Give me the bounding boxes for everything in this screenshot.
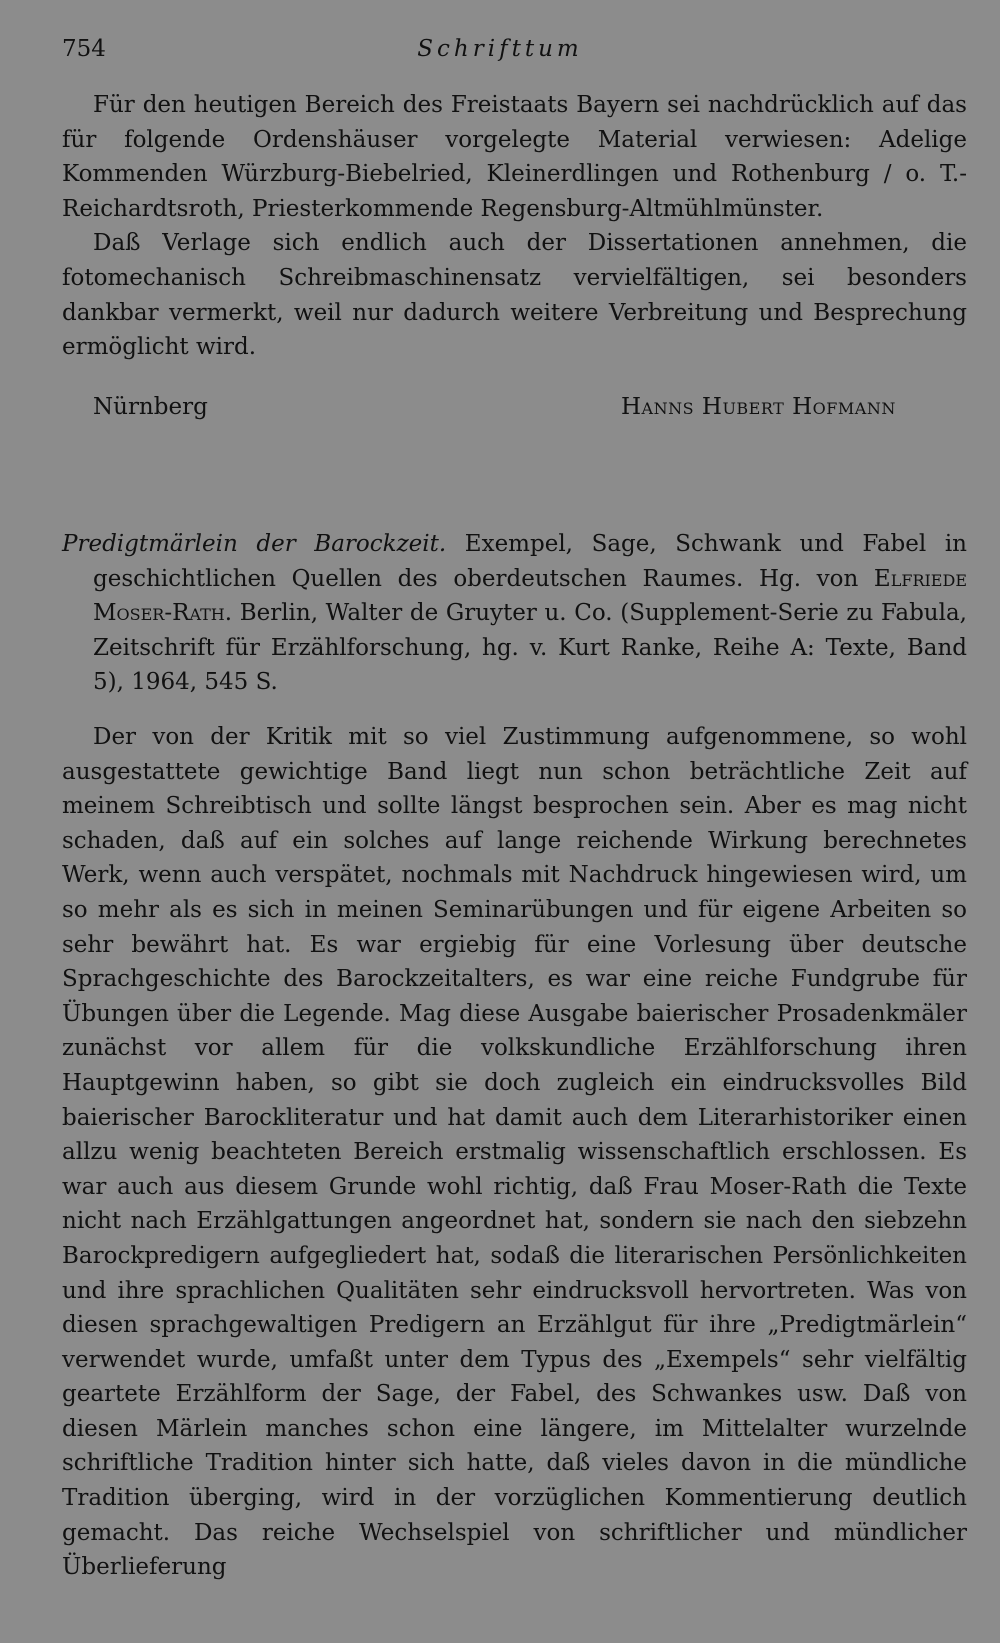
page-number: 754: [62, 36, 106, 62]
running-title: Schrifttum: [417, 36, 583, 62]
review1-signature: [93, 394, 938, 428]
review2-body: Der von der Kritik mit so viel Zustimmung aufgenommene, so wohl ausgestattete gewichtige Band liegt nun schon beträchtliche Zeit auf meinem Schreibtisch und sollte längst besprochen sein. Aber es mag nicht schaden, daß auf ein solches auf lange reichende Wirkung berechnetes Werk, wenn auch verspätet, nochmals mit Nachdruck hingewiesen wird, um so mehr als es sich in meinen Seminarübungen und für eigene Arbeiten so sehr bewährt hat. Es war ergiebig für eine Vorlesung über deutsche Sprachgeschichte des Barockzeitalters, es war eine reiche Fundgrube für Übungen über die Legende. Mag diese Ausgabe baierischer Prosadenkmäler zunächst vor allem für die volkskundliche Erzählforschung ihren Hauptgewinn haben, so gibt sie doch zugleich ein eindrucksvolles Bild baierischer Barockliteratur und hat damit auch dem Literarhistoriker einen allzu wenig beachteten Bereich erstmalig wissenschaftlich erschlossen. Es war auch aus diesem Grunde wohl richtig, daß Frau Moser-Rath die Texte nicht nach Erzählgattungen angeordnet hat, sondern sie nach den siebzehn Barockpredigern aufgegliedert hat, sodaß die literarischen Persönlichkeiten und ihre sprachlichen Qualitäten sehr eindrucksvoll hervortreten. Was von diesen sprachgewaltigen Predigern an Erzählgut für ihre „Predigtmärlein“ verwendet wurde, umfaßt unter dem Typus des „Exempels“ sehr vielfältig geartete Erzählform der Sage, der Fabel, des Schwankes usw. Daß von diesen Märlein manches schon eine längere, im Mittelalter wurzelnde schriftliche Tradition hinter sich hatte, daß vieles davon in die mündliche Tradition überging, wird in der vorzüglichen Kommentierung deutlich gemacht. Das reiche Wechselspiel von schriftlicher und mündlicher Überlieferung: [62, 724, 967, 1581]
biblio-text: Exempel, Sage, Schwank und Fabel in geschichtlichen Quellen des oberdeutschen Raumes. Hg. von: [93, 531, 967, 592]
book-title: Predigtmärlein der Barockzeit.: [62, 531, 447, 557]
bibliographic-entry: [62, 527, 967, 700]
review1-text: [62, 88, 967, 365]
signature-place: Nürnberg: [93, 394, 208, 420]
biblio-text: Berlin, Walter de Gruyter u. Co. (Supplement-Serie zu Fabula, Zeitschrift für Erzählforschung, hg. v. Kurt Ranke, Reihe A: Texte, Band 5), 1964, 545 S.: [93, 600, 967, 696]
page-header: [62, 36, 938, 66]
signature-author: Hanns Hubert Hofmann: [621, 394, 896, 420]
review1-paragraph: Daß Verlage sich endlich auch der Dissertationen annehmen, die fotomechanisch Schreibmaschinensatz vervielfältigen, sei besonders dankbar vermerkt, weil nur dadurch weitere Verbreitung und Besprechung ermöglicht wird.: [62, 230, 967, 361]
editor-name: Elfriede Moser-Rath.: [93, 565, 967, 627]
review2-text: [62, 720, 967, 1585]
review1-paragraph: Für den heutigen Bereich des Freistaats Bayern sei nachdrücklich auf das für folgende Ordenshäuser vorgelegte Material verwiesen: Adelige Kommenden Würzburg-Biebelried, Kleinerdlingen und Rothenburg / o. T.-Reichardtsroth, Priesterkommende Regensburg-Altmühlmünster.: [62, 92, 967, 222]
